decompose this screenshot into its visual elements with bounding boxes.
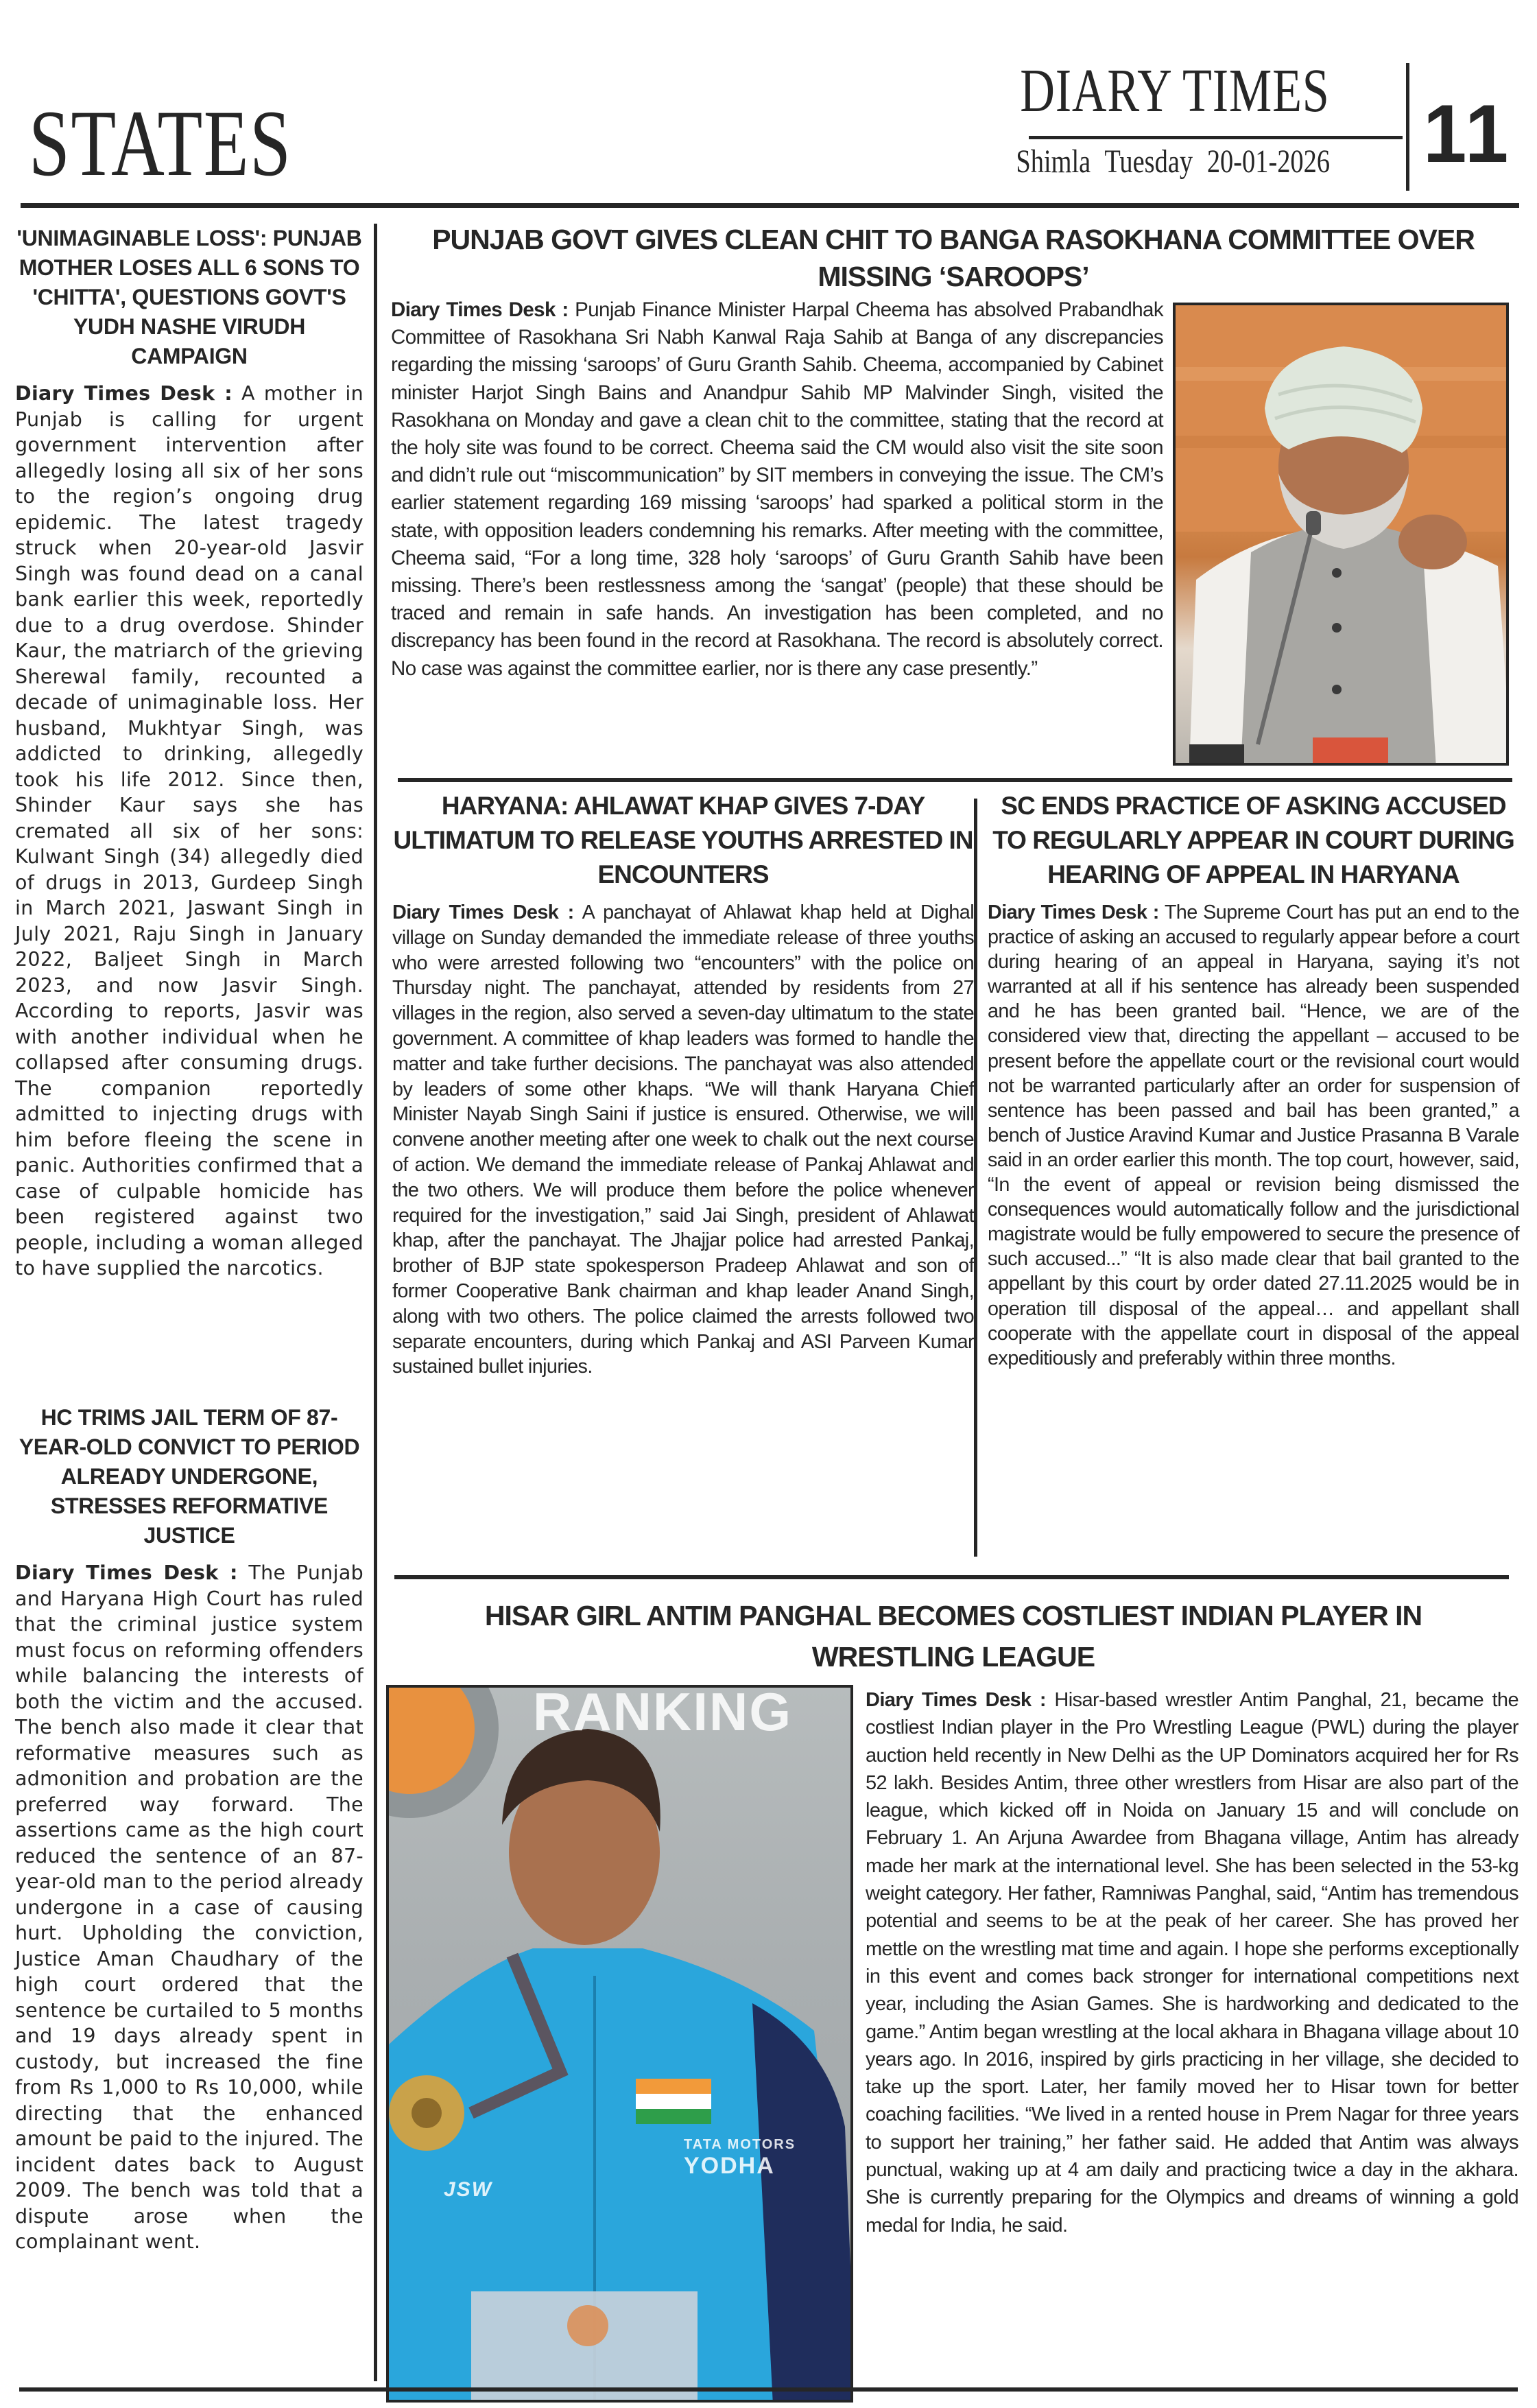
byline: Diary Times Desk : [15, 382, 233, 405]
photo-harpal-cheema [1173, 303, 1509, 766]
article-body [15, 381, 364, 1282]
article-body [392, 900, 974, 1380]
byline: Diary Times Desk : [988, 901, 1159, 923]
article-text: The Punjab and Haryana High Court has ruled that the criminal justice system must focus on reforming offenders while balancing the interests of both the victim and the accused. The bench also made it clear that reformative measures such as admonition and probation are the preferred way forward. The assertions came as the high court reduced the sentence of an 87-year-old man to the period already undergone in a case of causing hurt. Upholding the conviction, Justice Aman Chaudhary of the high court ordered that the sentence be curtailed to 5 months and 19 days already spent in custody, but increased the fine from Rs 1,000 to Rs 10,000, while directing that the enhanced amount be paid to the injured. The incident dates back to August 2009. The bench was told that a dispute arose when the complainant went. [15, 1561, 364, 2253]
headline: HARYANA: AHLAWAT KHAP GIVES 7-DAY ULTIMATUM TO RELEASE YOUTHS ARRESTED IN ENCOUNTERS [393, 792, 973, 888]
masthead-divider [1406, 63, 1409, 191]
column-divider-middle [974, 799, 977, 1557]
article-khap [392, 789, 974, 1380]
headline: HISAR GIRL ANTIM PANGHAL BECOMES COSTLIEST INDIAN PLAYER IN WRESTLING LEAGUE [484, 1600, 1422, 1673]
article-saroops-body [391, 296, 1163, 683]
article-text: Punjab Finance Minister Harpal Cheema has absolved Prabandhak Committee of Rasokhana Sri Nabh Kanwal Raja Sahib at Banga of any discrepancies regarding the missing ‘saroops’ of Guru Granth Sahib. Cheema, accompanied by Cabinet minister Harjot Singh Bains and Anandpur Sahib MP Malvinder Singh, visited the Rasokhana on Monday and gave a clean chit to the committee, stating that the record at the holy site was found to be correct. Cheema said the CM would also visit the site soon and didn’t rule out “miscommunication” by SIT members in conveying the issue. The CM’s earlier statement regarding 169 missing ‘saroops’ had sparked a political storm in the state, with opposition leaders condemning his remarks. After meeting with the committee, Cheema said, “For a long time, 328 holy ‘saroops’ of Guru Granth Sahib have been missing. There’s been restlessness among the ‘sangat’ (people) that these should be traced and remain in safe hands. An investigation has been completed, and no discrepancy has been found in the record at Rasokhana. The record is absolutely correct. No case was against the committee earlier, nor is there any case presently.” [391, 298, 1164, 680]
article-text: Hisar-based wrestler Antim Panghal, 21, became the costliest Indian player in the Pro Wrestling League (PWL) during the player auction held recently in New Delhi as the UP Dominators acquired her for Rs 52 lakh. Besides Antim, three other wrestlers from Hisar are also part of the league, which kicked off in Noida on January 15 and will conclude on February 1. An Arjuna Awardee from Bhagana village, Antim has already made her mark at the international level. She has been selected in the 53-kg weight category. Her father, Ramniwas Panghal, said, “Antim has tremendous potential and seems to be at the peak of her career. She has proved her mettle on the wrestling mat time and again. I hope she performs exceptionally in this event and comes back stronger for international competitions next year, including the Asian Games. She is hardworking and dedicated to the game.” Antim began wrestling at the local akhara in Bhagana village about 10 years ago. In 2016, inspired by girls practicing in her village, she decided to take up the sport. Later, her family moved her to Hisar town for better coaching facilities. “We lived in a rented house in Prem Nagar for three years to support her training,” her father said. He added that Antim was always punctual, waking up at 4 am daily and practicing twice a day in the akhara. She is currently preparing for the Olympics and dreams of winning a gold medal for India, he said. [866, 1689, 1518, 2236]
column-divider-left [374, 224, 377, 2381]
newspaper-brand: DIARY TIMES [1020, 57, 1330, 125]
article-text: A panchayat of Ahlawat khap held at Dighal village on Sunday demanded the immediate release of three youths who were arrested following two “encounters” with the police on Thursday night. The panchayat, attended by residents from 27 villages in the region, also served a seven-day ultimatum to the state government. A committee of khap leaders was formed to handle the matter and take further decisions. The panchayat was also attended by leaders of some other khaps. “We will thank Haryana Chief Minister Nayab Singh Saini if justice is ensured. Otherwise, we will convene another meeting after one week to chalk out the next course of action. We demand the immediate release of Pankaj Ahlawat and the two others. We will produce them before the police whenever required for the investigation,” said Jai Singh, president of Ahlawat khap, after the panchayat. The Jhajjar police had arrested Pankaj, brother of BJP state spokesperson Pradeep Ahlawat and son of former Cooperative Bank chairman and khap leader Anand Singh, along with two others. The police claimed the arrests followed two separate encounters, during which Pankaj and ASI Parveen Kumar sustained bullet injuries. [392, 901, 974, 1378]
headline: HC TRIMS JAIL TERM OF 87-YEAR-OLD CONVICT TO PERIOD ALREADY UNDERGONE, STRESSES REFORMATIVE JUSTICE [19, 1405, 360, 1548]
article-sc [988, 789, 1519, 1371]
byline: Diary Times Desk : [866, 1689, 1046, 1711]
article-body [15, 1560, 364, 2255]
section-title: STATES [29, 91, 292, 196]
page-number: 11 [1423, 88, 1512, 180]
article-antim-body [866, 1686, 1518, 2239]
jacket-sponsor-text: TATA MOTORS [684, 2137, 796, 2152]
article-antim [391, 1595, 1516, 1677]
article-body [391, 296, 1163, 683]
byline: Diary Times Desk : [391, 298, 569, 321]
headline: SC ENDS PRACTICE OF ASKING ACCUSED TO REGULARLY APPEAR IN COURT DURING HEARING OF APPEAL IN HARYANA [992, 792, 1514, 888]
byline: Diary Times Desk : [15, 1561, 238, 1584]
article-body [866, 1686, 1518, 2239]
article-text: The Supreme Court has put an end to the practice of asking an accused to regularly appear before a court during hearing of an appeal in Haryana, saying it’s not warranted at all if his sentence has already been suspended and he has been granted bail. “Hence, we are of the considered view that, directing the appellant – accused to be present before the appellate court or the revisional court would not be warranted particularly after an order for suspension of sentence has been passed and bail has been granted,” a bench of Justice Aravind Kumar and Justice Prasanna B Varale said in an order earlier this month. The top court, however, said, “In the event of appeal or revision being dismissed the consequences would automatically follow and the jurisdictional magistrate would be fully empowered to secure the presence of such accused...” “It is also made clear that bail granted to the appellant by this court by order dated 27.11.2025 would be in operation till disposal of the appeal… and appellant shall cooperate with the appellate court in disposal of the appeal expeditiously and preferably within three months. [988, 901, 1519, 1369]
masthead-rule [21, 203, 1519, 208]
article-hc-trims [15, 1403, 364, 2255]
article-saroops [391, 221, 1516, 295]
photo-antim-panghal [386, 1685, 853, 2403]
brand-underline [1029, 136, 1403, 139]
masthead [0, 0, 1537, 206]
article-body [988, 900, 1519, 1371]
section-rule-middle [394, 1575, 1509, 1579]
headline: 'UNIMAGINABLE LOSS': PUNJAB MOTHER LOSES ALL 6 SONS TO 'CHITTA', QUESTIONS GOVT'S YUDH NASHE VIRUDH CAMPAIGN [16, 226, 362, 368]
jacket-logo-text: JSW [444, 2178, 493, 2201]
page-bottom-rule [19, 2387, 1518, 2392]
section-rule-top [398, 778, 1512, 782]
byline: Diary Times Desk : [392, 901, 574, 923]
article-text: A mother in Punjab is calling for urgent government intervention after allegedly losing all six of her sons to the region’s ongoing drug epidemic. The latest tragedy struck when 20-year-old Jasvir Singh was found dead on a canal bank earlier this week, reportedly due to a drug overdose. Shinder Kaur, the matriarch of the grieving Sherewal family, recounted a decade of unimaginable loss. Her husband, Mukhtyar Singh, was addicted to drinking, allegedly took his life 2012. Since then, Shinder Kaur says she has cremated all six of her sons: Kulwant Singh (34) allegedly died of drugs in 2013, Gurdeep Singh in March 2021, Jaswant Singh in July 2021, Raju Singh in January 2022, Baljeet Singh in March 2023, and now Jasvir Singh. According to reports, Jasvir was with another individual when he collapsed after consuming drugs. The companion reportedly admitted to injecting drugs with him before fleeing the scene in panic. Authorities confirmed that a case of culpable homicide has been registered against two people, including a woman alleged to have supplied the narcotics. [15, 382, 364, 1279]
antim-portrait-illustration [389, 1688, 853, 2403]
dateline: Shimla Tuesday 20-01-2026 [1016, 143, 1330, 180]
article-chitta [15, 224, 364, 1282]
cheema-portrait-illustration [1176, 305, 1509, 766]
headline: PUNJAB GOVT GIVES CLEAN CHIT TO BANGA RASOKHANA COMMITTEE OVER MISSING ‘SAROOPS’ [432, 224, 1475, 292]
photo-backdrop-text: RANKING [533, 1685, 792, 1742]
jacket-team-text: YODHA [684, 2153, 775, 2179]
